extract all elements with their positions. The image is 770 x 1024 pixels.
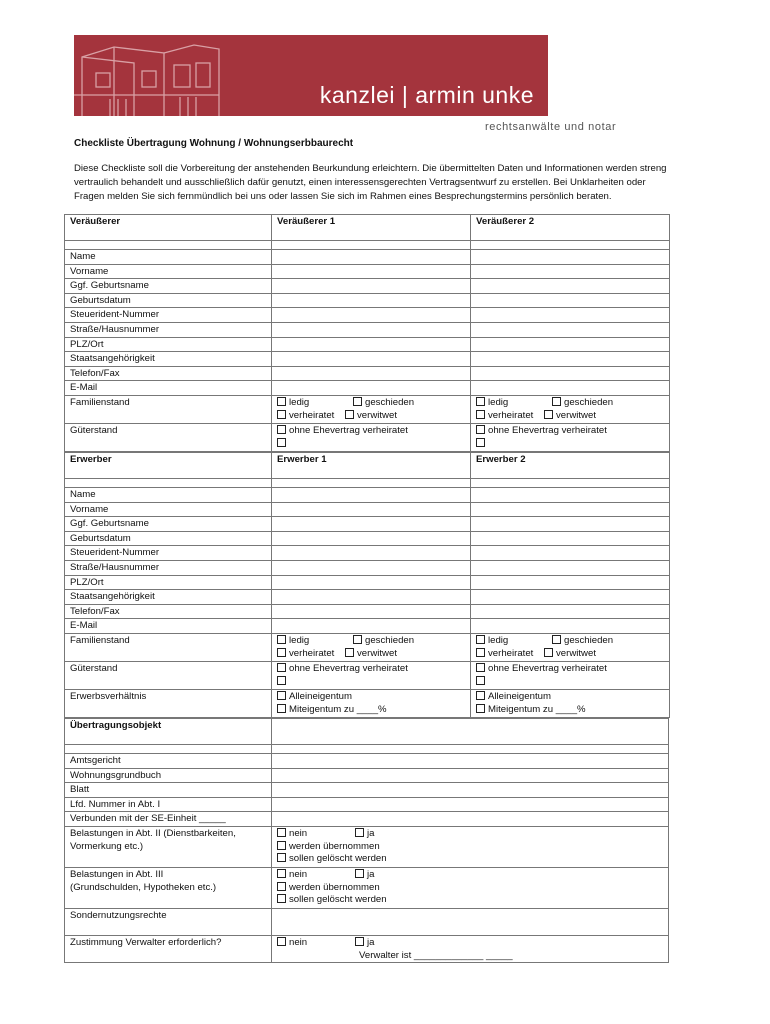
field-label: Geburtsdatum	[65, 293, 272, 308]
field-label: E-Mail	[65, 619, 272, 634]
erwerber-header: Erwerber	[65, 453, 272, 479]
abt2-label: Belastungen in Abt. II (Dienstbarkeiten, Vormerkung etc.)	[65, 826, 272, 867]
field-input[interactable]	[471, 366, 670, 381]
field-label: Name	[65, 250, 272, 265]
field-input[interactable]	[272, 783, 669, 798]
field-input[interactable]	[471, 560, 670, 575]
ledig-label: ledig	[289, 634, 310, 646]
field-input[interactable]	[471, 488, 670, 503]
field-input[interactable]	[272, 768, 669, 783]
spacer-cell	[65, 479, 272, 488]
field-label: Ggf. Geburtsname	[65, 517, 272, 532]
field-input[interactable]	[471, 590, 670, 605]
field-input[interactable]	[272, 619, 471, 634]
field-input[interactable]	[272, 546, 471, 561]
alleineigentum-label: Alleineigentum	[289, 690, 352, 702]
erwerbsverhaeltnis-label: Erwerbsverhältnis	[65, 689, 272, 717]
ledig-checkbox[interactable]	[476, 635, 485, 644]
nein-label: nein	[289, 936, 308, 948]
field-input[interactable]	[272, 381, 471, 396]
brand-name: kanzlei | armin unke	[319, 82, 534, 108]
ohne-ehevertrag-label: ohne Ehevertrag verheiratet	[289, 662, 408, 674]
verheiratet-label: verheiratet	[488, 409, 534, 421]
spacer-cell	[471, 479, 670, 488]
verheiratet-label: verheiratet	[488, 647, 534, 659]
erwerbsverhaeltnis-options-2	[471, 689, 670, 717]
veraeusserer-table	[64, 214, 670, 452]
field-label: Geburtsdatum	[65, 531, 272, 546]
miteigentum-label: Miteigentum zu ____%	[488, 703, 586, 715]
abt3-label: Belastungen in Abt. III (Grundschulden, Hypotheken etc.)	[65, 867, 272, 908]
nein-checkbox[interactable]	[277, 869, 286, 878]
spacer-cell	[65, 241, 272, 250]
other-checkbox[interactable]	[277, 438, 286, 447]
familienstand-label: Familienstand	[65, 633, 272, 661]
field-label: E-Mail	[65, 381, 272, 396]
werden-uebernommen-checkbox[interactable]	[277, 882, 286, 891]
other-checkbox[interactable]	[277, 676, 286, 685]
field-input[interactable]	[272, 517, 471, 532]
field-input[interactable]	[272, 488, 471, 503]
geschieden-checkbox[interactable]	[552, 397, 561, 406]
ledig-checkbox[interactable]	[277, 397, 286, 406]
nein-label: nein	[289, 827, 308, 839]
field-label: Telefon/Fax	[65, 366, 272, 381]
veraeusserer-1-header: Veräußerer 1	[272, 215, 471, 241]
ja-checkbox[interactable]	[355, 937, 364, 946]
gueterstand-label: Güterstand	[65, 661, 272, 689]
field-input[interactable]	[471, 381, 670, 396]
verwitwet-label: verwitwet	[556, 409, 596, 421]
erwerbsverhaeltnis-options-1	[272, 689, 471, 717]
spacer-cell	[272, 241, 471, 250]
field-label: Straße/Hausnummer	[65, 560, 272, 575]
field-input[interactable]	[272, 812, 669, 827]
intro-text: Diese Checkliste soll die Vorbereitung der anstehenden Beurkundung erleichtern. Die übermittelten Daten und Informationen werden streng vertraulich behandelt und ausschließlich dafür genutzt, einen interessensgerechten Vertragsentwurf zu erstellen. Bei Unklarheiten oder Fragen melden Sie sich fernmündlich bei uns oder lassen Sie sich im Rahmen eines Besprechungstermins persönlich beraten.	[74, 163, 667, 202]
sollen-geloescht-label: sollen gelöscht werden	[289, 853, 387, 865]
sollen-geloescht-checkbox[interactable]	[277, 853, 286, 862]
familienstand-options-1	[272, 633, 471, 661]
ja-checkbox[interactable]	[355, 828, 364, 837]
field-input[interactable]	[272, 604, 471, 619]
nein-checkbox[interactable]	[277, 937, 286, 946]
field-input[interactable]	[272, 279, 471, 294]
field-label: PLZ/Ort	[65, 575, 272, 590]
nein-checkbox[interactable]	[277, 828, 286, 837]
field-label: Amtsgericht	[65, 754, 272, 769]
verwitwet-checkbox[interactable]	[544, 410, 553, 419]
verwitwet-checkbox[interactable]	[345, 410, 354, 419]
gueterstand-options-1	[272, 661, 471, 689]
verheiratet-checkbox[interactable]	[476, 648, 485, 657]
geschieden-label: geschieden	[365, 396, 415, 408]
field-input[interactable]	[272, 250, 471, 265]
werden-uebernommen-label: werden übernommen	[289, 840, 380, 852]
field-label: Staatsangehörigkeit	[65, 352, 272, 367]
ohne-ehevertrag-label: ohne Ehevertrag verheiratet	[488, 424, 607, 436]
verwitwet-label: verwitwet	[357, 409, 397, 421]
field-input[interactable]	[471, 502, 670, 517]
veraeusserer-header: Veräußerer	[65, 215, 272, 241]
miteigentum-checkbox[interactable]	[476, 704, 485, 713]
familienstand-options-2	[471, 633, 670, 661]
field-label: Steuerident-Nummer	[65, 546, 272, 561]
field-label: Straße/Hausnummer	[65, 322, 272, 337]
field-label: PLZ/Ort	[65, 337, 272, 352]
geschieden-label: geschieden	[564, 634, 614, 646]
field-input[interactable]	[272, 264, 471, 279]
familienstand-options-2	[471, 395, 670, 423]
objekt-header-value[interactable]	[272, 719, 669, 745]
ohne-ehevertrag-checkbox[interactable]	[277, 425, 286, 434]
geschieden-checkbox[interactable]	[353, 635, 362, 644]
header-banner	[74, 35, 548, 116]
field-input[interactable]	[272, 322, 471, 337]
field-input[interactable]	[471, 517, 670, 532]
field-input[interactable]	[471, 322, 670, 337]
erwerber-2-header: Erwerber 2	[471, 453, 670, 479]
ohne-ehevertrag-checkbox[interactable]	[476, 663, 485, 672]
verheiratet-checkbox[interactable]	[277, 648, 286, 657]
field-input[interactable]	[471, 619, 670, 634]
spacer-cell	[272, 479, 471, 488]
spacer-cell	[65, 745, 272, 754]
werden-uebernommen-label: werden übernommen	[289, 881, 380, 893]
verheiratet-label: verheiratet	[289, 647, 335, 659]
field-label: Blatt	[65, 783, 272, 798]
field-label: Wohnungsgrundbuch	[65, 768, 272, 783]
sollen-geloescht-checkbox[interactable]	[277, 894, 286, 903]
abt2-options	[272, 826, 669, 867]
ledig-label: ledig	[488, 396, 509, 408]
field-input[interactable]	[471, 546, 670, 561]
geschieden-checkbox[interactable]	[353, 397, 362, 406]
field-input[interactable]	[471, 308, 670, 323]
field-input[interactable]	[471, 352, 670, 367]
zustimmung-options	[272, 935, 669, 962]
field-input[interactable]	[471, 250, 670, 265]
sondernutzung-label: Sondernutzungsrechte	[65, 908, 272, 935]
field-label: Telefon/Fax	[65, 604, 272, 619]
werden-uebernommen-checkbox[interactable]	[277, 841, 286, 850]
verwalter-line: Verwalter ist _____________ _____	[359, 949, 513, 961]
field-input[interactable]	[272, 308, 471, 323]
field-label: Vorname	[65, 264, 272, 279]
field-label: Staatsangehörigkeit	[65, 590, 272, 605]
sollen-geloescht-label: sollen gelöscht werden	[289, 894, 387, 906]
alleineigentum-checkbox[interactable]	[476, 691, 485, 700]
sondernutzung-value[interactable]	[272, 908, 669, 935]
miteigentum-label: Miteigentum zu ____%	[289, 703, 387, 715]
verwitwet-label: verwitwet	[556, 647, 596, 659]
geschieden-label: geschieden	[564, 396, 614, 408]
ohne-ehevertrag-checkbox[interactable]	[476, 425, 485, 434]
field-input[interactable]	[471, 531, 670, 546]
ledig-label: ledig	[289, 396, 310, 408]
field-label: Ggf. Geburtsname	[65, 279, 272, 294]
field-input[interactable]	[471, 337, 670, 352]
field-label: Lfd. Nummer in Abt. I	[65, 797, 272, 812]
field-input[interactable]	[471, 604, 670, 619]
ja-label: ja	[367, 868, 375, 880]
ohne-ehevertrag-checkbox[interactable]	[277, 663, 286, 672]
other-checkbox[interactable]	[476, 438, 485, 447]
field-input[interactable]	[471, 279, 670, 294]
ohne-ehevertrag-label: ohne Ehevertrag verheiratet	[488, 662, 607, 674]
field-label: Name	[65, 488, 272, 503]
ja-label: ja	[367, 936, 375, 948]
field-label: Steuerident-Nummer	[65, 308, 272, 323]
familienstand-options-1	[272, 395, 471, 423]
ledig-checkbox[interactable]	[277, 635, 286, 644]
nein-label: nein	[289, 868, 308, 880]
ja-checkbox[interactable]	[355, 869, 364, 878]
verwitwet-checkbox[interactable]	[345, 648, 354, 657]
gueterstand-options-1	[272, 423, 471, 451]
field-input[interactable]	[272, 366, 471, 381]
field-label: Vorname	[65, 502, 272, 517]
spacer-cell	[471, 241, 670, 250]
ja-label: ja	[367, 827, 375, 839]
objekt-table	[64, 718, 669, 963]
field-input[interactable]	[471, 264, 670, 279]
alleineigentum-label: Alleineigentum	[488, 690, 551, 702]
field-input[interactable]	[272, 531, 471, 546]
ohne-ehevertrag-label: ohne Ehevertrag verheiratet	[289, 424, 408, 436]
miteigentum-checkbox[interactable]	[277, 704, 286, 713]
erwerber-table	[64, 452, 670, 718]
other-checkbox[interactable]	[476, 676, 485, 685]
gueterstand-options-2	[471, 423, 670, 451]
veraeusserer-2-header: Veräußerer 2	[471, 215, 670, 241]
familienstand-label: Familienstand	[65, 395, 272, 423]
gueterstand-options-2	[471, 661, 670, 689]
field-input[interactable]	[272, 590, 471, 605]
geschieden-label: geschieden	[365, 634, 415, 646]
page-title: Checkliste Übertragung Wohnung / Wohnungserbbaurecht	[74, 138, 354, 149]
zustimmung-label: Zustimmung Verwalter erforderlich?	[65, 935, 272, 962]
gueterstand-label: Güterstand	[65, 423, 272, 451]
field-input[interactable]	[272, 502, 471, 517]
alleineigentum-checkbox[interactable]	[277, 691, 286, 700]
abt3-options	[272, 867, 669, 908]
erwerber-1-header: Erwerber 1	[272, 453, 471, 479]
field-input[interactable]	[471, 293, 670, 308]
brand-tagline: rechtsanwälte und notar	[485, 121, 617, 133]
verwitwet-label: verwitwet	[357, 647, 397, 659]
field-input[interactable]	[272, 293, 471, 308]
verheiratet-checkbox[interactable]	[277, 410, 286, 419]
ledig-checkbox[interactable]	[476, 397, 485, 406]
field-input[interactable]	[471, 575, 670, 590]
field-input[interactable]	[272, 560, 471, 575]
verheiratet-checkbox[interactable]	[476, 410, 485, 419]
verwitwet-checkbox[interactable]	[544, 648, 553, 657]
objekt-header: Übertragungsobjekt	[65, 719, 272, 745]
field-input[interactable]	[272, 754, 669, 769]
field-input[interactable]	[272, 575, 471, 590]
field-input[interactable]	[272, 797, 669, 812]
field-label: Verbunden mit der SE-Einheit _____	[65, 812, 272, 827]
verheiratet-label: verheiratet	[289, 409, 335, 421]
spacer-cell	[272, 745, 669, 754]
geschieden-checkbox[interactable]	[552, 635, 561, 644]
field-input[interactable]	[272, 337, 471, 352]
field-input[interactable]	[272, 352, 471, 367]
ledig-label: ledig	[488, 634, 509, 646]
